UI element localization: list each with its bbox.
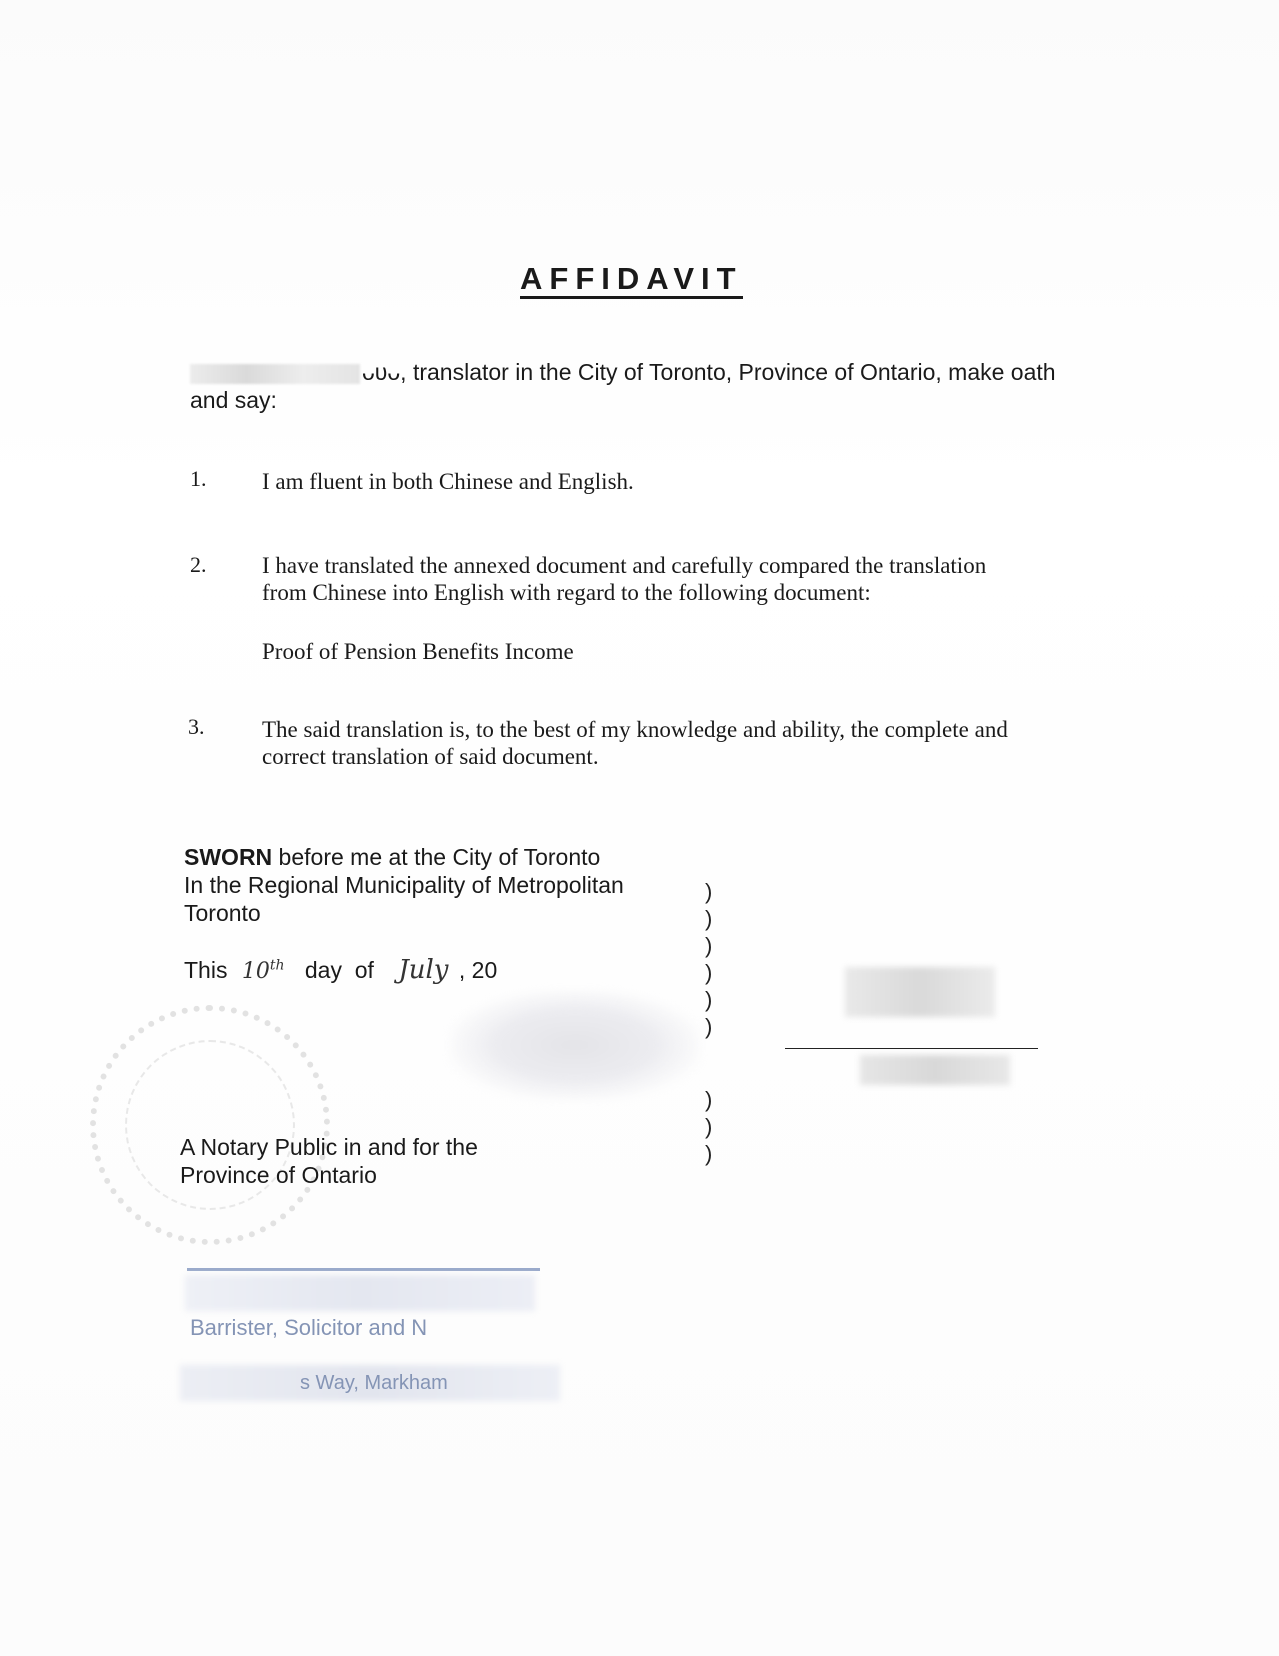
paren: ) [705, 960, 713, 985]
intro-paragraph [190, 358, 1090, 414]
notary-line-1: A Notary Public in and for the [180, 1134, 478, 1160]
document-name: Proof of Pension Benefits Income [262, 639, 574, 664]
date-this-label: This [184, 957, 228, 983]
handwritten-month: July [398, 955, 449, 985]
notary-line-2: Province of Ontario [180, 1162, 377, 1188]
sworn-bold: SWORN [184, 844, 273, 870]
date-line [184, 955, 497, 985]
redacted-deponent-name [860, 1055, 1010, 1085]
paren-column-top [705, 878, 712, 1040]
item-number-1: 1. [190, 466, 207, 491]
paren: ) [705, 1141, 713, 1166]
item-number-2: 2. [190, 552, 207, 577]
item-text-3-line-1: The said translation is, to the best of my knowledge and ability, the complete and [262, 717, 1008, 742]
paren: ) [705, 987, 713, 1012]
stamp-line-1: Barrister, Solicitor and N [190, 1315, 428, 1340]
redacted-notary-signature [450, 990, 700, 1100]
stamp-line-2: s Way, Markham [300, 1372, 448, 1394]
date-day-of-label: day of [304, 957, 374, 983]
signature-line [785, 1048, 1038, 1049]
paren: ) [705, 879, 713, 904]
date-year-prefix: , 20 [458, 957, 498, 983]
intro-line-1: translator in the City of Toronto, Province of Ontario, make oath [406, 359, 1056, 385]
redacted-notary-name [185, 1275, 535, 1311]
redacted-name [190, 364, 360, 384]
handwritten-day-suffix: th [269, 957, 285, 974]
intro-name-fragment: ᴗᴜᴗ, [362, 359, 407, 385]
sworn-line-2: In the Regional Municipality of Metropolitan [184, 872, 624, 898]
redacted-deponent-signature [845, 967, 995, 1017]
item-text-3-line-2: correct translation of said document. [262, 744, 599, 769]
item-text-1: I am fluent in both Chinese and English. [262, 469, 634, 494]
paren: ) [705, 1087, 713, 1112]
intro-line-2: and say: [190, 387, 277, 413]
item-number-3: 3. [188, 714, 205, 739]
handwritten-day: 10 [241, 959, 270, 984]
paren: ) [705, 1014, 713, 1039]
sworn-block [184, 843, 704, 927]
document-title: AFFIDAVIT [520, 262, 743, 299]
stamp-top-line [187, 1268, 540, 1271]
item-text-2-line-2: from Chinese into English with regard to the following document: [262, 580, 871, 605]
sworn-line-1: before me at the City of Toronto [272, 844, 601, 870]
paren: ) [705, 906, 713, 931]
item-text-2 [262, 552, 1092, 606]
notary-title [180, 1133, 478, 1189]
sworn-line-3: Toronto [184, 900, 261, 926]
paren: ) [705, 1114, 713, 1139]
item-text-3 [262, 716, 1112, 770]
paren: ) [705, 933, 713, 958]
paren-column-bottom [705, 1086, 712, 1167]
item-text-2-line-1: I have translated the annexed document and carefully compared the translation [262, 553, 987, 578]
